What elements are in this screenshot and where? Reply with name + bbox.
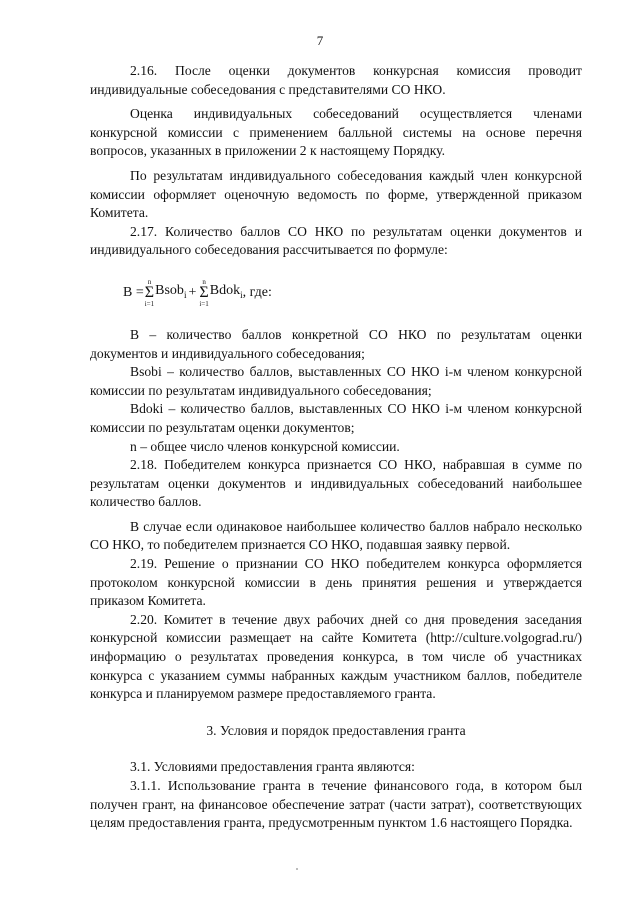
paragraph-2-17: 2.17. Количество баллов СО НКО по результатам оценки документов и индивидуального собеседования рассчитывается по формуле: [90, 223, 582, 258]
formula-term-bdok: Bdok$_i$ [209, 282, 243, 300]
paragraph-3-1-1: 3.1.1. Использование гранта в течение финансового года, в котором был получен грант, на финансовое обеспечение затрат (части затрат), соответствующих целям предоставления гранта, предусмотренным пунктом 1.6 настоящего Порядка. [90, 778, 582, 831]
paragraph-2-19: 2.19. Решение о признании СО НКО победителем конкурса оформляется протоколом конкурсной комиссии в день принятия решения и утверждается приказом Комитета. [90, 556, 582, 609]
sum-symbol-2: n Σ i=1 [199, 277, 209, 308]
definition-n: n – общее число членов конкурсной комиссии. [130, 438, 400, 454]
definition-b: B – количество баллов конкретной СО НКО по результатам оценки документов и индивидуального собеседования; [90, 326, 582, 361]
paragraph-evaluation: Оценка индивидуальных собеседований осуществляется членами конкурсной комиссии с применением балльной системы на основе перечня вопросов, указанных в приложении 2 к настоящему Порядку. [90, 106, 582, 159]
scan-speck [296, 868, 298, 870]
formula-tail: , где: [242, 284, 272, 300]
definition-bsob: Bsobi – количество баллов, выставленных СО НКО i-м членом конкурсной комиссии по результатам индивидуального собеседования; [90, 364, 582, 398]
formula-term-bsob: Bsob$_i$ [155, 282, 187, 300]
sum-symbol-1: n Σ i=1 [144, 277, 155, 308]
paragraph-2-18: 2.18. Победителем конкурса признается СО НКО, набравшая в сумме по результатам оценки документов и индивидуальных собеседований наибольшее количество баллов. [90, 457, 582, 510]
paragraph-2-20: 2.20. Комитет в течение двух рабочих дней со дня проведения заседания конкурсной комиссии размещает на сайте Комитета (http://culture.volgograd.ru/) информацию о результатах проведения конкурса, в том числе об участниках конкурса с указанием суммы набранных каждым участником баллов, победителе конкурса и планируемом размере предоставляемого гранта. [90, 611, 582, 702]
formula-plus: + [188, 284, 197, 300]
page-number: 7 [316, 33, 324, 48]
definition-bdok: Bdoki – количество баллов, выставленных СО НКО i-м членом конкурсной комиссии по результатам оценки документов; [90, 401, 582, 435]
formula-lhs: B = [123, 284, 144, 300]
paragraph-2-16: 2.16. После оценки документов конкурсная комиссия проводит индивидуальные собеседования с представителями СО НКО. [90, 63, 582, 97]
document-body [90, 62, 582, 833]
score-formula [123, 274, 582, 312]
paragraph-tie-case: В случае если одинаковое наибольшее количество баллов набрало несколько СО НКО, то победителем признается СО НКО, подавшая заявку первой. [90, 518, 582, 553]
section-heading: 3. Условия и порядок предоставления гранта [206, 722, 466, 738]
paragraph-3-1: 3.1. Условиями предоставления гранта являются: [130, 759, 415, 775]
paragraph-interview-results: По результатам индивидуального собеседования каждый член конкурсной комиссии оформляет оценочную ведомость по форме, утвержденной приказом Комитета. [90, 167, 582, 221]
